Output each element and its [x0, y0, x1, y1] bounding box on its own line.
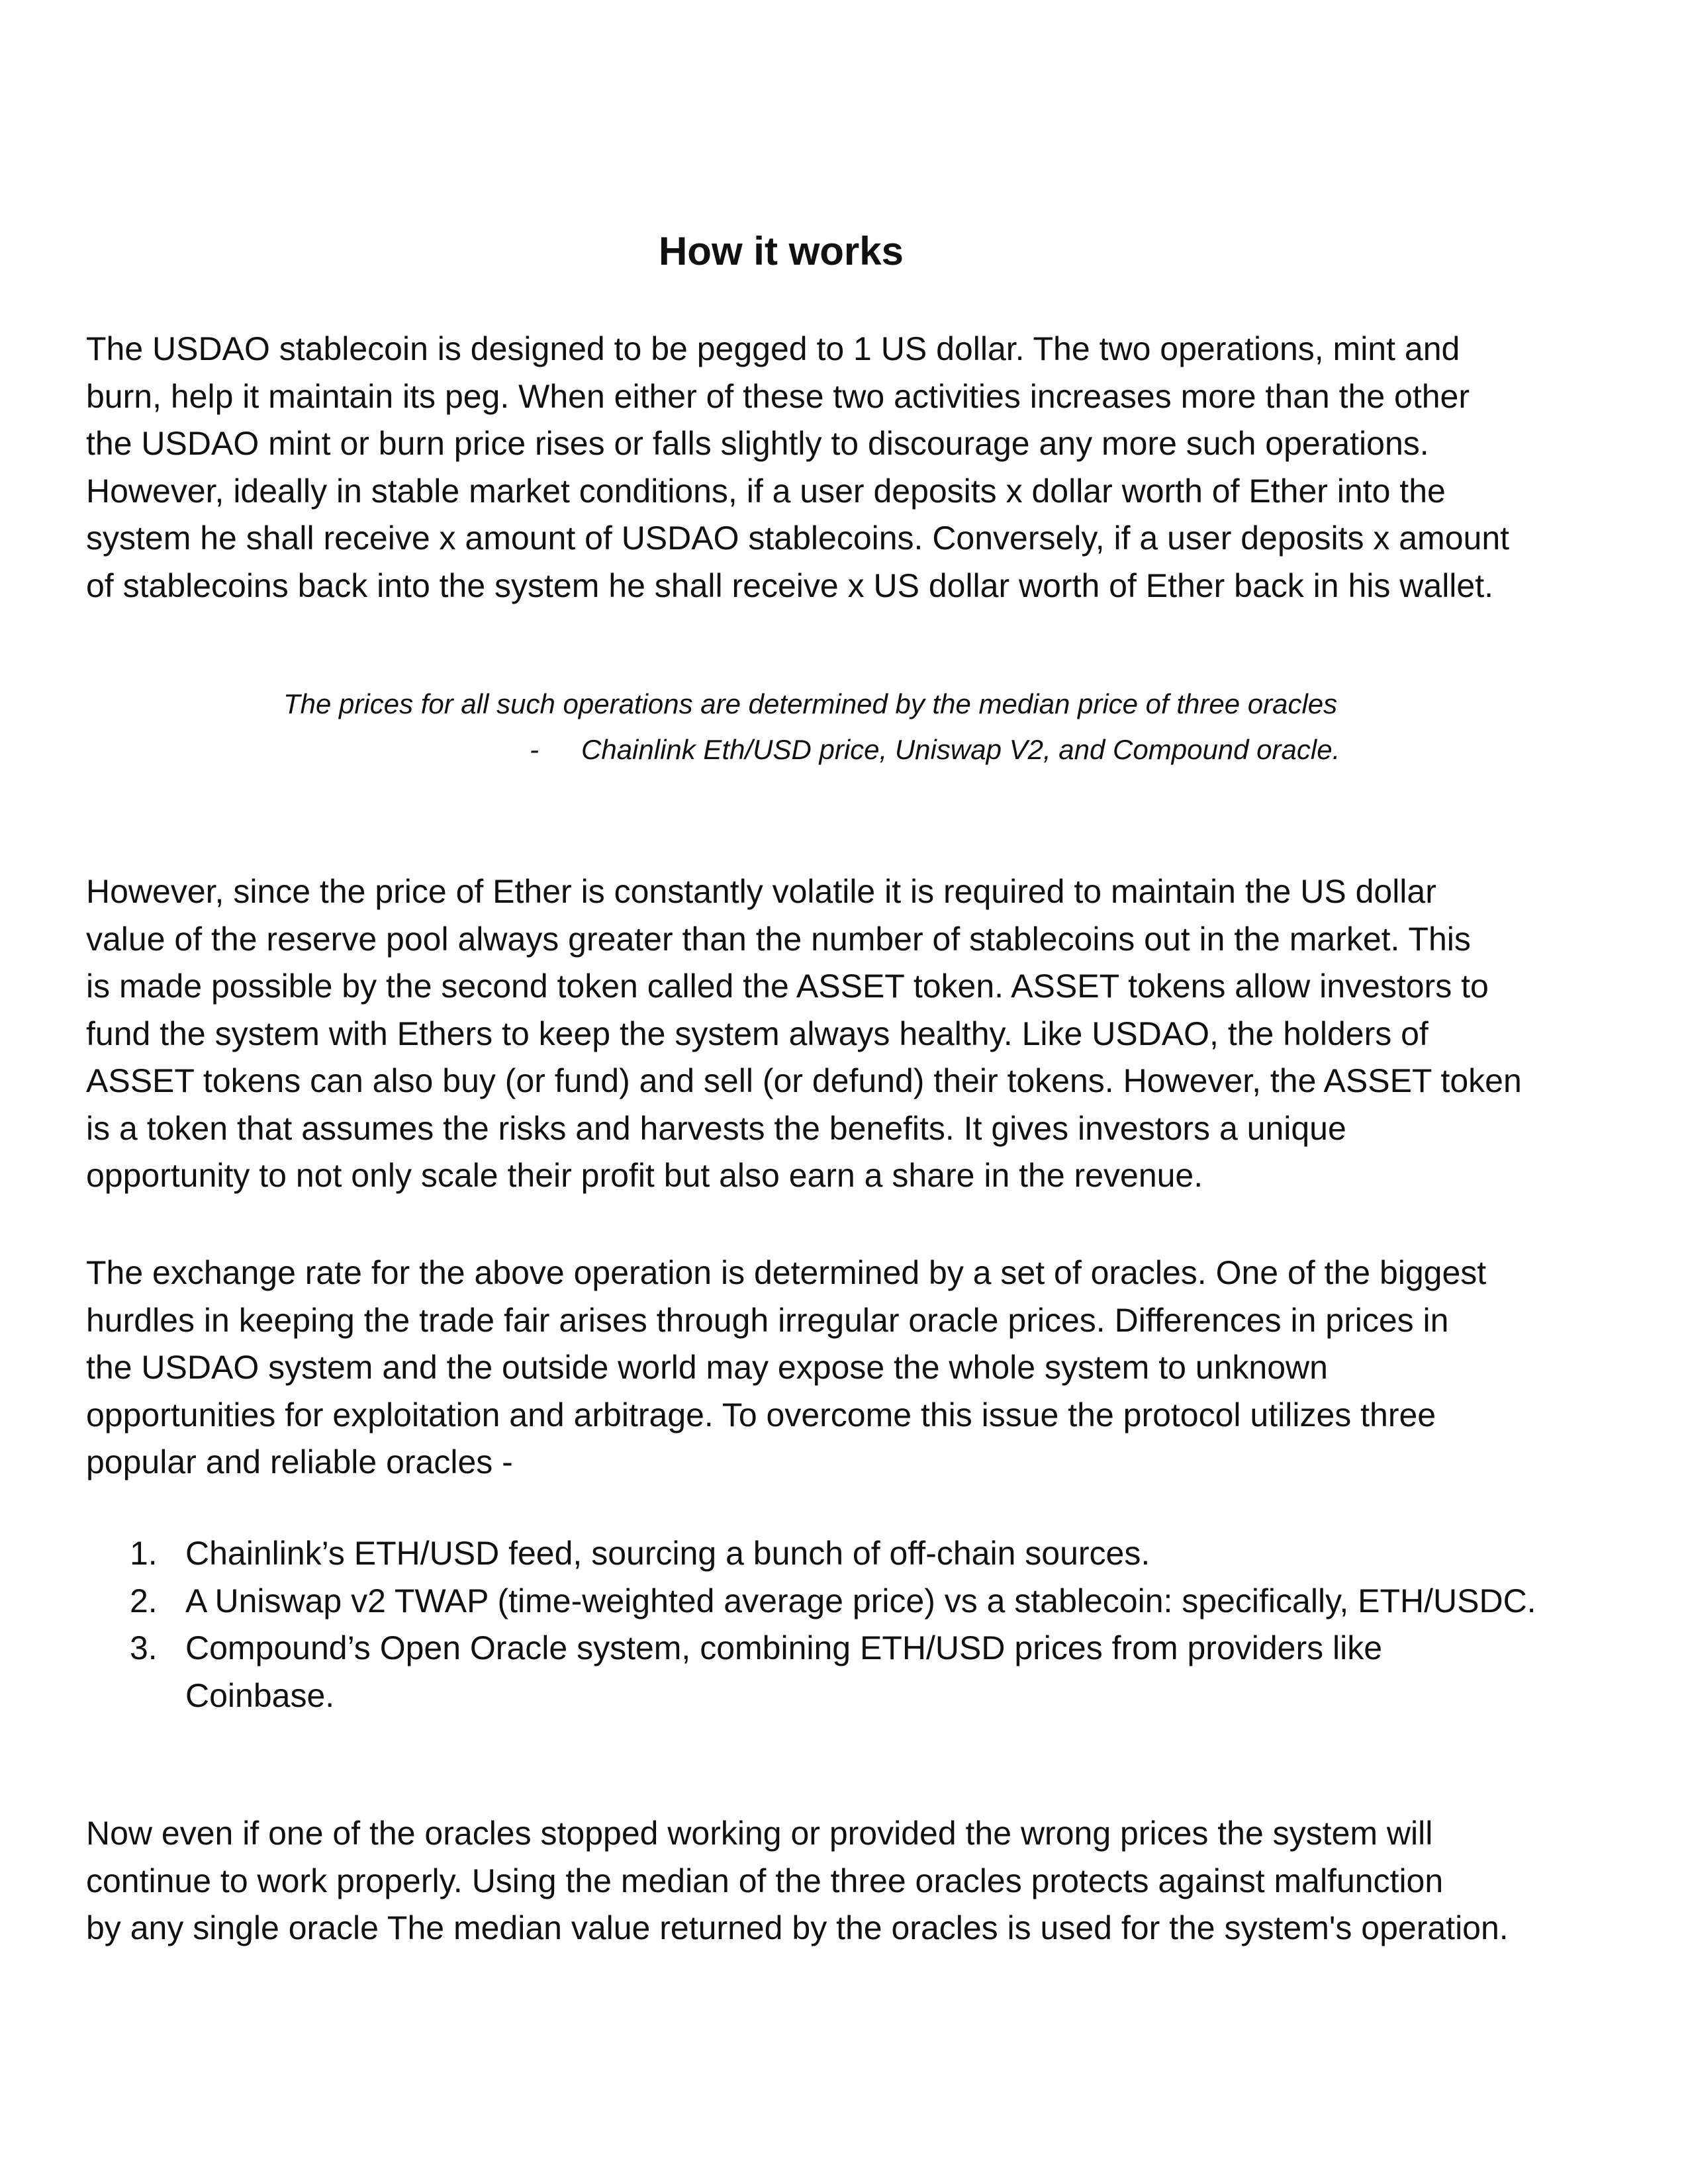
asset-token-paragraph — [86, 868, 1609, 1200]
list-item-text: Coinbase. — [185, 1676, 335, 1714]
intro-paragraph — [86, 326, 1609, 610]
text-line: However, since the price of Ether is constantly volatile it is required to maintain the US dollar — [86, 873, 1436, 910]
list-item — [130, 1625, 1619, 1719]
text-line: system he shall receive x amount of USDAO stablecoins. Conversely, if a user deposits x amount — [86, 520, 1510, 557]
text-line: is a token that assumes the risks and harvests the benefits. It gives investors a unique — [86, 1109, 1346, 1147]
oracle-list — [130, 1530, 1619, 1719]
text-line: The exchange rate for the above operation is determined by a set of oracles. One of the biggest — [86, 1254, 1487, 1291]
text-line: However, ideally in stable market conditions, if a user deposits x dollar worth of Ether into the — [86, 472, 1446, 510]
oracle-note-sources: Chainlink Eth/USD price, Uniswap V2, and Compound oracle. — [581, 734, 1340, 765]
text-line: popular and reliable oracles - — [86, 1443, 513, 1480]
text-line: opportunities for exploitation and arbitrage. To overcome this issue the protocol utilizes three — [86, 1396, 1436, 1433]
text-line: value of the reserve pool always greater than the number of stablecoins out in the market. This — [86, 920, 1471, 958]
list-number: 2. — [130, 1582, 158, 1619]
conclusion-paragraph — [86, 1810, 1609, 1952]
list-item — [130, 1578, 1619, 1625]
text-line: hurdles in keeping the trade fair arises through irregular oracle prices. Differences in prices in — [86, 1301, 1449, 1339]
oracle-note: The prices for all such operations are determined by the median price of three oracles — [283, 688, 1338, 719]
text-line: ASSET tokens can also buy (or fund) and sell (or defund) their tokens. However, the ASSET token — [86, 1062, 1522, 1099]
text-line: continue to work properly. Using the median of the three oracles protects against malfunction — [86, 1862, 1444, 1899]
dash-bullet: - — [530, 734, 539, 765]
text-line: The USDAO stablecoin is designed to be pegged to 1 US dollar. The two operations, mint and — [86, 330, 1460, 367]
text-line: fund the system with Ethers to keep the system always healthy. Like USDAO, the holders of — [86, 1015, 1429, 1052]
text-line: burn, help it maintain its peg. When either of these two activities increases more than the other — [86, 377, 1470, 415]
text-line: by any single oracle The median value returned by the oracles is used for the system's operation. — [86, 1909, 1509, 1946]
text-line: Now even if one of the oracles stopped working or provided the wrong prices the system will — [86, 1815, 1433, 1852]
list-item-text: Compound’s Open Oracle system, combining ETH/USD prices from providers like — [185, 1629, 1383, 1666]
exchange-rate-paragraph — [86, 1250, 1609, 1486]
list-item-text: Chainlink’s ETH/USD feed, sourcing a bunch of off-chain sources. — [185, 1535, 1150, 1572]
list-item-text: A Uniswap v2 TWAP (time-weighted average price) vs a stablecoin: specifically, ETH/USDC. — [185, 1582, 1536, 1619]
text-line: the USDAO mint or burn price rises or falls slightly to discourage any more such operations. — [86, 425, 1429, 462]
list-item — [130, 1530, 1619, 1578]
list-number: 1. — [130, 1535, 158, 1572]
page-title: How it works — [658, 229, 904, 274]
text-line: opportunity to not only scale their profit but also earn a share in the revenue. — [86, 1157, 1203, 1194]
text-line: is made possible by the second token called the ASSET token. ASSET tokens allow investors to — [86, 968, 1489, 1005]
text-line: the USDAO system and the outside world may expose the whole system to unknown — [86, 1349, 1328, 1386]
text-line: of stablecoins back into the system he shall receive x US dollar worth of Ether back in his wallet. — [86, 567, 1494, 604]
oracle-note-bullet-item — [530, 730, 1340, 770]
list-number: 3. — [130, 1629, 158, 1666]
